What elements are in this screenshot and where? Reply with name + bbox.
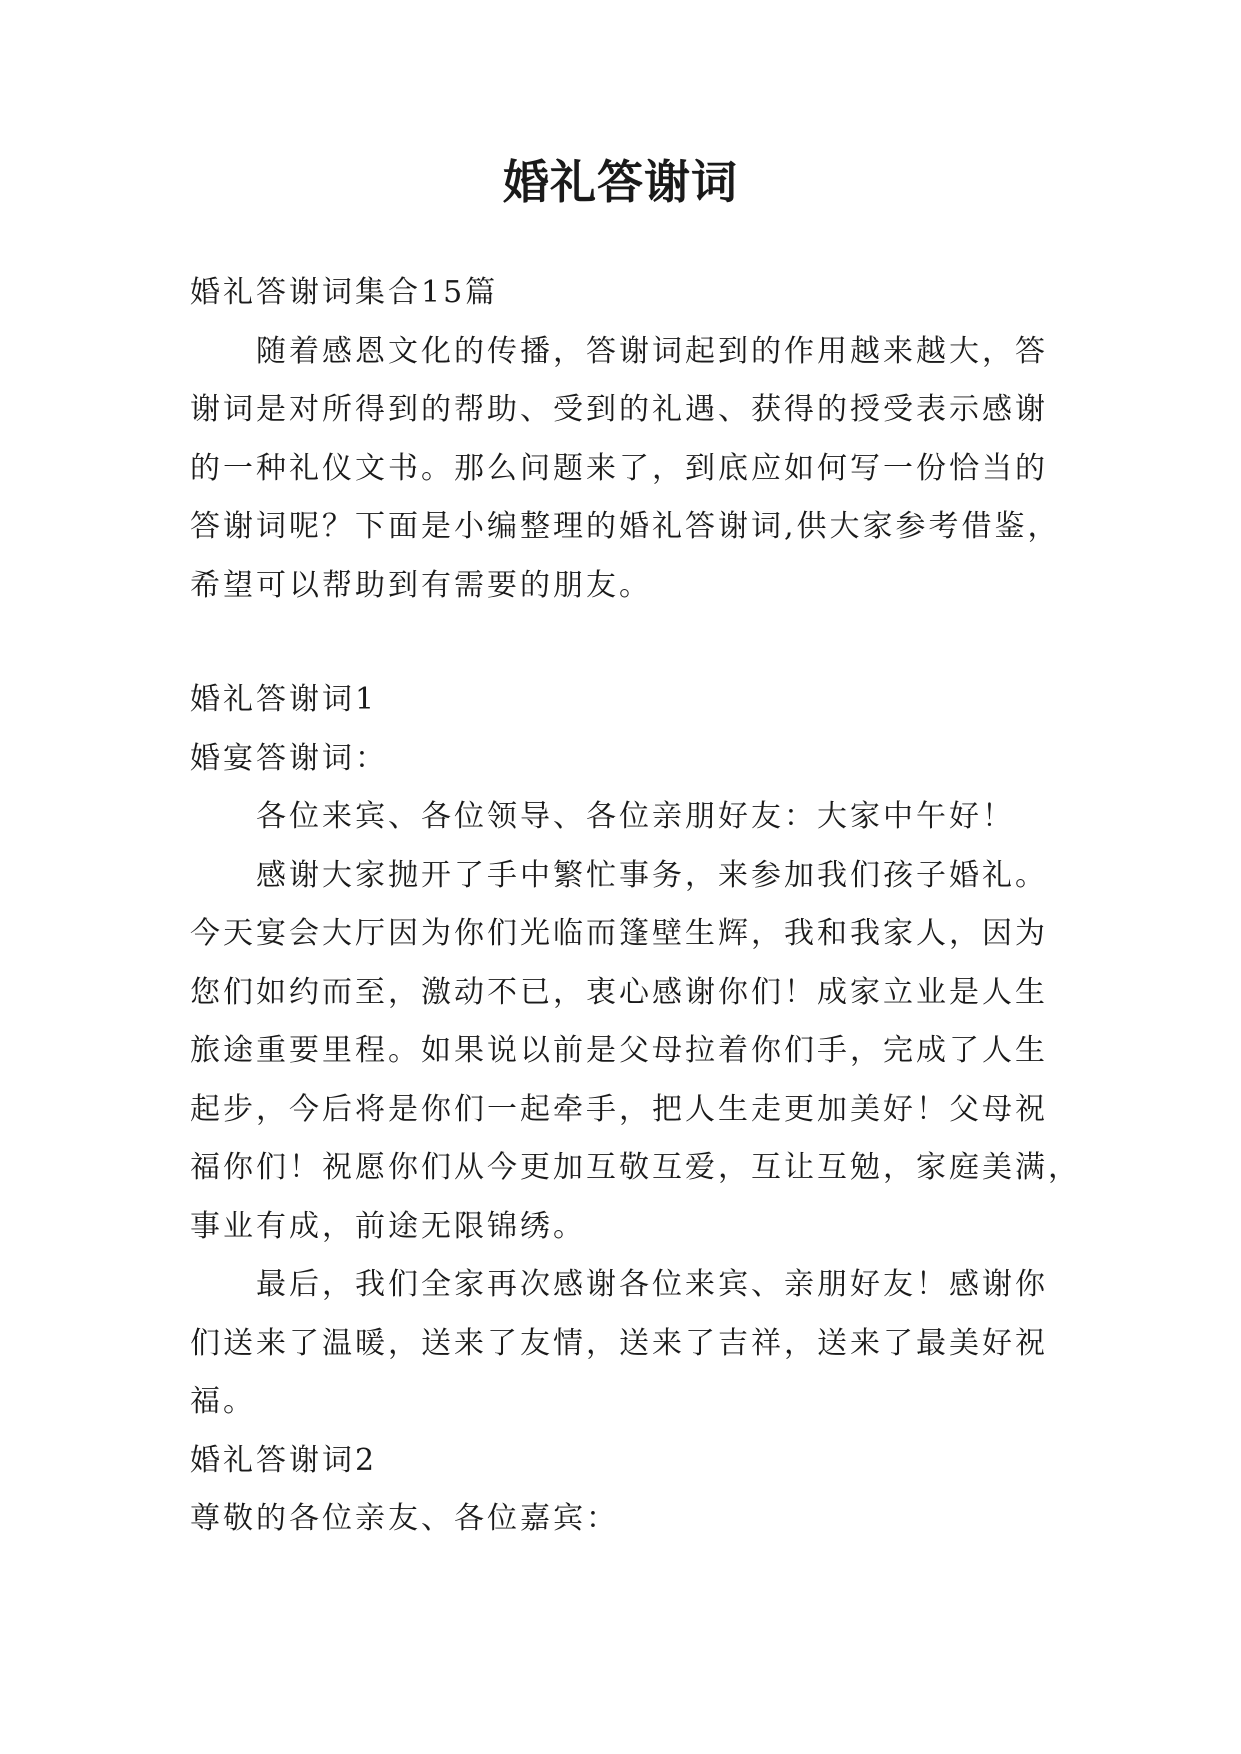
body-line: 最后，我们全家再次感谢各位来宾、亲朋好友！感谢你	[256, 1267, 1048, 1302]
section-heading: 婚礼答谢词1	[190, 682, 378, 717]
document-body	[190, 264, 1081, 1549]
body-line: 各位来宾、各位领导、各位亲朋好友：大家中午好！	[256, 799, 1015, 834]
paragraph-gap	[190, 615, 1060, 671]
body-line: 婚礼答谢词集合15篇	[190, 275, 499, 310]
body-line: 们送来了温暖，送来了友情，送来了吉祥，送来了最美好祝	[190, 1325, 1048, 1361]
body-line: 旅途重要里程。如果说以前是父母拉着你们手，完成了人生	[190, 1033, 1048, 1068]
body-line: 婚宴答谢词：	[190, 740, 388, 776]
body-line: 感谢大家抛开了手中繁忙事务，来参加我们孩子婚礼。	[256, 857, 1048, 893]
body-line: 事业有成，前途无限锦绣。	[190, 1208, 586, 1244]
body-line: 起步，今后将是你们一起牵手，把人生走更加美好！父母祝	[190, 1091, 1048, 1127]
body-line: 随着感恩文化的传播，答谢词起到的作用越来越大，答	[256, 333, 1048, 369]
body-line: 的一种礼仪文书。那么问题来了，到底应如何写一份恰当的	[190, 450, 1048, 486]
body-line: 答谢词呢？下面是小编整理的婚礼答谢词,供大家参考借鉴，	[190, 509, 1061, 544]
body-line: 今天宴会大厅因为你们光临而篷壁生辉，我和我家人，因为	[190, 916, 1048, 951]
section-heading: 婚礼答谢词2	[190, 1442, 378, 1478]
body-line: 福你们！祝愿你们从今更加互敬互爱，互让互勉，家庭美满，	[190, 1150, 1081, 1185]
body-line: 谢词是对所得到的帮助、受到的礼遇、获得的授受表示感谢	[190, 392, 1048, 427]
body-line: 您们如约而至，激动不已，衷心感谢你们！成家立业是人生	[190, 974, 1048, 1010]
body-line: 希望可以帮助到有需要的朋友。	[190, 567, 652, 603]
body-line: 尊敬的各位亲友、各位嘉宾：	[190, 1501, 619, 1536]
body-line: 福。	[190, 1384, 256, 1419]
document-title: 婚礼答谢词	[503, 155, 738, 209]
